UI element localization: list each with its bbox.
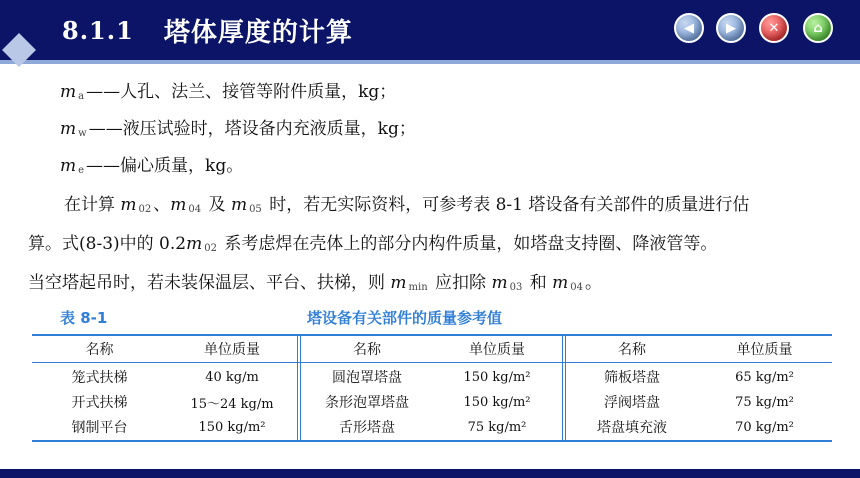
definition-text: ——偏心质量，kg。 <box>86 156 244 176</box>
text: 算。式(8-3)中的 0.2 <box>28 234 187 254</box>
table-row <box>32 389 832 415</box>
table-cell: 筛板塔盘 <box>604 370 660 386</box>
symbol: m <box>120 195 137 215</box>
table-cell: 浮阀塔盘 <box>604 395 660 411</box>
symbol: m <box>170 195 187 215</box>
close-button[interactable] <box>759 13 789 43</box>
table-cell: 开式扶梯 <box>71 395 128 411</box>
text: 及 <box>203 195 231 215</box>
table-row <box>32 364 832 390</box>
header-cell: 单位质量 <box>204 342 260 358</box>
table-cell: 75 kg/m² <box>735 394 794 410</box>
text: 应扣除 <box>429 273 492 293</box>
next-button[interactable] <box>716 13 746 43</box>
definition-me <box>60 150 416 187</box>
subscript: 04 <box>570 282 583 293</box>
symbol: m <box>491 273 508 293</box>
symbol: m <box>230 195 248 215</box>
symbol: m <box>60 156 77 176</box>
subscript: 02 <box>204 243 217 254</box>
subscript: 03 <box>509 282 523 293</box>
paragraph-line-3 <box>28 266 840 305</box>
table-title: 塔设备有关部件的质量参考值 <box>307 309 503 327</box>
table-cell: 钢制平台 <box>71 420 128 436</box>
prev-icon: ◀ <box>684 20 694 36</box>
symbol: m <box>552 273 569 293</box>
table-cell: 150 kg/m² <box>198 419 266 435</box>
body-paragraph <box>28 188 840 305</box>
table-cell: 圆泡罩塔盘 <box>332 370 402 386</box>
table-label: 表 8-1 <box>60 309 108 327</box>
symbol: m <box>390 273 407 293</box>
next-icon: ▶ <box>726 20 736 36</box>
text: 当空塔起吊时，若未装保温层、平台、扶梯，则 <box>28 273 391 293</box>
table-cell: 15～24 kg/m <box>190 396 274 412</box>
header-stripe <box>0 60 860 64</box>
table-cell: 70 kg/m² <box>735 419 794 435</box>
table-cell: 舌形塔盘 <box>339 420 395 436</box>
symbol: m <box>186 234 203 254</box>
definition-text: ——液压试验时，塔设备内充液质量，kg； <box>88 119 416 139</box>
subscript: min <box>408 282 428 293</box>
subscript: 05 <box>249 204 262 215</box>
subscript: a <box>78 91 85 102</box>
header-cell: 单位质量 <box>736 342 793 358</box>
text: 和 <box>524 273 553 293</box>
prev-button[interactable] <box>674 13 704 43</box>
footer-bar <box>0 469 860 478</box>
text: 系考虑焊在壳体上的部分内构件质量，如塔盘支持圈、降液管等。 <box>218 234 718 254</box>
section-number: 8.1.1 <box>62 15 134 45</box>
text: 。 <box>585 273 602 293</box>
paragraph-line-1 <box>28 188 840 227</box>
header-cell: 单位质量 <box>469 342 525 358</box>
header-cell: 名称 <box>353 342 381 358</box>
table-header-row <box>32 336 832 362</box>
table-row <box>32 414 832 440</box>
home-icon: ⌂ <box>813 20 823 36</box>
table-cell: 150 kg/m² <box>463 369 531 385</box>
subscript: e <box>78 165 85 176</box>
subscript: 02 <box>138 204 152 215</box>
table-bottom-rule <box>32 440 832 442</box>
close-icon: ✕ <box>768 20 780 36</box>
subscript: 04 <box>188 204 202 215</box>
definition-mw <box>60 113 416 150</box>
table-header-rule <box>32 362 832 363</box>
table-cell: 笼式扶梯 <box>71 370 128 386</box>
table-cell: 65 kg/m² <box>735 369 794 385</box>
symbol-definitions <box>60 76 416 187</box>
symbol: m <box>60 82 77 102</box>
table-cell: 150 kg/m² <box>463 394 531 410</box>
paragraph-line-2 <box>28 227 840 266</box>
table-cell: 条形泡罩塔盘 <box>325 395 409 411</box>
text: 、 <box>153 195 171 215</box>
page-title <box>62 10 353 50</box>
table-cell: 塔盘填充液 <box>597 420 667 436</box>
text: 时，若无实际资料，可参考表 8-1 塔设备有关部件的质量进行估 <box>263 195 750 215</box>
header-cell: 名称 <box>85 342 114 358</box>
section-title: 塔体厚度的计算 <box>163 17 353 48</box>
table-cell: 40 kg/m <box>205 369 259 385</box>
subscript: w <box>78 128 87 139</box>
definition-text: ——人孔、法兰、接管等附件质量，kg； <box>86 82 397 102</box>
home-button[interactable] <box>803 13 833 43</box>
header-cell: 名称 <box>618 342 646 358</box>
definition-ma <box>60 76 416 113</box>
text: 在计算 <box>64 195 121 215</box>
table-cell: 75 kg/m² <box>467 419 527 435</box>
symbol: m <box>60 119 77 139</box>
